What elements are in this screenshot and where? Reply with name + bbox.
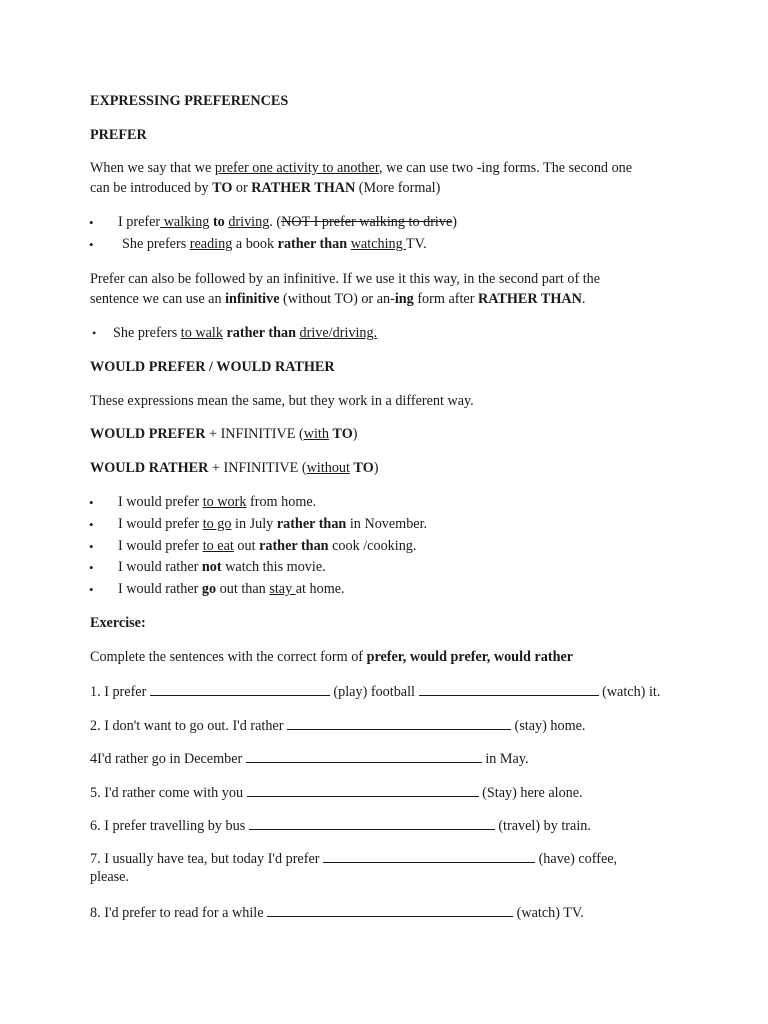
bullet-icon: • — [89, 539, 94, 554]
text-run: + INFINITIVE ( — [208, 460, 307, 476]
bullet-icon: • — [89, 495, 94, 510]
exercise-heading — [90, 614, 146, 633]
underlined-phrase: reading — [189, 236, 233, 252]
text-run: (More formal) — [355, 180, 441, 196]
text-run: form after — [413, 291, 478, 307]
text-run: 8. I'd prefer to read for a while — [90, 905, 268, 921]
exercise-question-4 — [90, 748, 529, 769]
text-run: 6. I prefer travelling by bus — [90, 818, 249, 834]
would-example-5 — [118, 580, 345, 599]
text-run: Prefer can also be followed by an infinitive. If we use it this way, in the second part of the — [90, 271, 601, 287]
section-heading-would — [90, 358, 335, 377]
text-run: (stay) home. — [511, 718, 586, 734]
text-run: in May. — [481, 751, 529, 767]
text-run: (have) coffee, — [535, 851, 618, 867]
exercise-question-6 — [90, 815, 591, 836]
exercise-question-8 — [90, 902, 584, 923]
text-run: ) — [352, 426, 358, 442]
underlined-phrase: walking — [160, 214, 210, 230]
bold-phrase: RATHER THAN — [477, 291, 582, 307]
bold-phrase: RATHER THAN — [251, 180, 356, 196]
answer-blank[interactable] — [419, 681, 599, 696]
text-run: 1. I prefer — [90, 684, 150, 700]
would-example-1 — [118, 493, 316, 512]
exercise-heading-text: Exercise: — [90, 615, 146, 631]
text-run: (Stay) here alone. — [478, 785, 583, 801]
text-run: I would prefer — [118, 538, 203, 554]
would-example-2 — [118, 515, 427, 534]
bold-phrase: not — [201, 559, 222, 575]
text-run: out than — [216, 581, 270, 597]
bold-phrase: prefer, would prefer, would rather — [366, 649, 574, 665]
text-run: These expressions mean the same, but they work in a different way. — [90, 393, 474, 409]
answer-blank[interactable] — [247, 782, 479, 797]
text-run: TV. — [405, 236, 427, 252]
underlined-phrase: watching — [350, 236, 406, 252]
text-run: 2. I don't want to go out. I'd rather — [90, 718, 287, 734]
text-run: out — [233, 538, 260, 554]
text-run: in July — [231, 516, 277, 532]
prefer-infinitive-line-1 — [90, 270, 600, 289]
underlined-phrase: drive/driving. — [299, 325, 378, 341]
text-run: Complete the sentences with the correct form of — [90, 649, 367, 665]
underlined-phrase: to eat — [202, 538, 234, 554]
answer-blank[interactable] — [249, 815, 495, 830]
exercise-question-1 — [90, 681, 660, 702]
struck-phrase: NOT I prefer walking to drive — [281, 214, 453, 230]
would-heading-text: WOULD PREFER / WOULD RATHER — [90, 359, 335, 375]
section-heading-prefer — [90, 126, 147, 145]
bold-phrase: TO — [353, 460, 374, 476]
would-rule-2 — [90, 459, 379, 478]
text-run: She prefers — [122, 236, 190, 252]
bold-phrase: WOULD PREFER — [90, 426, 206, 442]
exercise-instruction — [90, 648, 573, 667]
answer-blank[interactable] — [150, 681, 330, 696]
text-run: I would prefer — [118, 516, 203, 532]
title-text: EXPRESSING PREFERENCES — [90, 93, 289, 109]
text-run: from home. — [246, 494, 317, 510]
prefer-example-3 — [113, 324, 377, 343]
bold-phrase: rather than — [226, 325, 296, 341]
exercise-question-5 — [90, 782, 583, 803]
bullet-icon: • — [92, 326, 97, 340]
prefer-intro-line-1 — [90, 159, 632, 178]
answer-blank[interactable] — [323, 848, 535, 863]
bold-phrase: TO — [332, 426, 353, 442]
text-run: can be introduced by — [90, 180, 213, 196]
underlined-phrase: to go — [202, 516, 232, 532]
underlined-phrase: to walk — [180, 325, 223, 341]
underlined-phrase: to work — [202, 494, 247, 510]
text-run: 4I'd rather go in December — [90, 751, 246, 767]
exercise-question-7-continued — [90, 868, 129, 887]
answer-blank[interactable] — [287, 715, 511, 730]
text-run: (play) football — [329, 684, 419, 700]
text-run: or — [232, 180, 252, 196]
prefer-example-2 — [122, 235, 427, 254]
would-example-3 — [118, 537, 416, 556]
text-run: (watch) it. — [598, 684, 661, 700]
text-run: + INFINITIVE ( — [205, 426, 304, 442]
text-run: a book — [232, 236, 278, 252]
bold-phrase: TO — [212, 180, 233, 196]
text-run: 5. I'd rather come with you — [90, 785, 247, 801]
exercise-question-2 — [90, 715, 585, 736]
would-description — [90, 392, 474, 411]
text-run: . — [581, 291, 586, 307]
would-rule-1 — [90, 425, 357, 444]
prefer-infinitive-line-2 — [90, 290, 585, 309]
bullet-icon: • — [89, 517, 94, 532]
text-run: cook /cooking. — [328, 538, 417, 554]
underlined-phrase: driving — [228, 214, 270, 230]
text-run: (watch) TV. — [513, 905, 584, 921]
underlined-phrase: prefer one activity to another — [214, 160, 379, 176]
would-example-4 — [118, 558, 326, 577]
answer-blank[interactable] — [246, 748, 482, 763]
text-run: (travel) by train. — [494, 818, 591, 834]
text-run: (without TO) or an- — [279, 291, 395, 307]
bold-phrase: ing — [394, 291, 414, 307]
bullet-icon: • — [89, 215, 94, 230]
underlined-phrase: with — [303, 426, 329, 442]
text-run: I prefer — [118, 214, 161, 230]
bold-phrase: WOULD RATHER — [90, 460, 209, 476]
bullet-icon: • — [89, 582, 94, 597]
text-run: watch this movie. — [221, 559, 326, 575]
bold-phrase: to — [209, 214, 229, 230]
answer-blank[interactable] — [267, 902, 513, 917]
bullet-icon: • — [89, 237, 94, 252]
text-run: She prefers — [113, 325, 181, 341]
bullet-icon: • — [89, 560, 94, 575]
text-run: I would rather — [118, 559, 202, 575]
text-run: When we say that we — [90, 160, 215, 176]
document-title — [90, 92, 288, 111]
bold-phrase: infinitive — [225, 291, 280, 307]
text-run: , we can use two -ing forms. The second one — [378, 160, 633, 176]
prefer-heading-text: PREFER — [90, 127, 147, 143]
text-run: I would prefer — [118, 494, 203, 510]
text-run: sentence we can use an — [90, 291, 226, 307]
text-run: . ( — [269, 214, 282, 230]
text-run: 7. I usually have tea, but today I'd prefer — [90, 851, 324, 867]
text-run: ) — [373, 460, 379, 476]
text-run: please. — [90, 869, 129, 885]
bold-phrase: rather than — [276, 516, 347, 532]
text-run: ) — [452, 214, 457, 230]
underlined-phrase: without — [306, 460, 350, 476]
bold-phrase: go — [201, 581, 217, 597]
text-run: I would rather — [118, 581, 202, 597]
bold-phrase: rather than — [277, 236, 348, 252]
text-run: at home. — [295, 581, 345, 597]
text-run: in November. — [346, 516, 428, 532]
prefer-example-1 — [118, 213, 457, 232]
underlined-phrase: stay — [269, 581, 296, 597]
exercise-question-7 — [90, 848, 617, 869]
prefer-intro-line-2 — [90, 179, 440, 198]
bold-phrase: rather than — [259, 538, 329, 554]
